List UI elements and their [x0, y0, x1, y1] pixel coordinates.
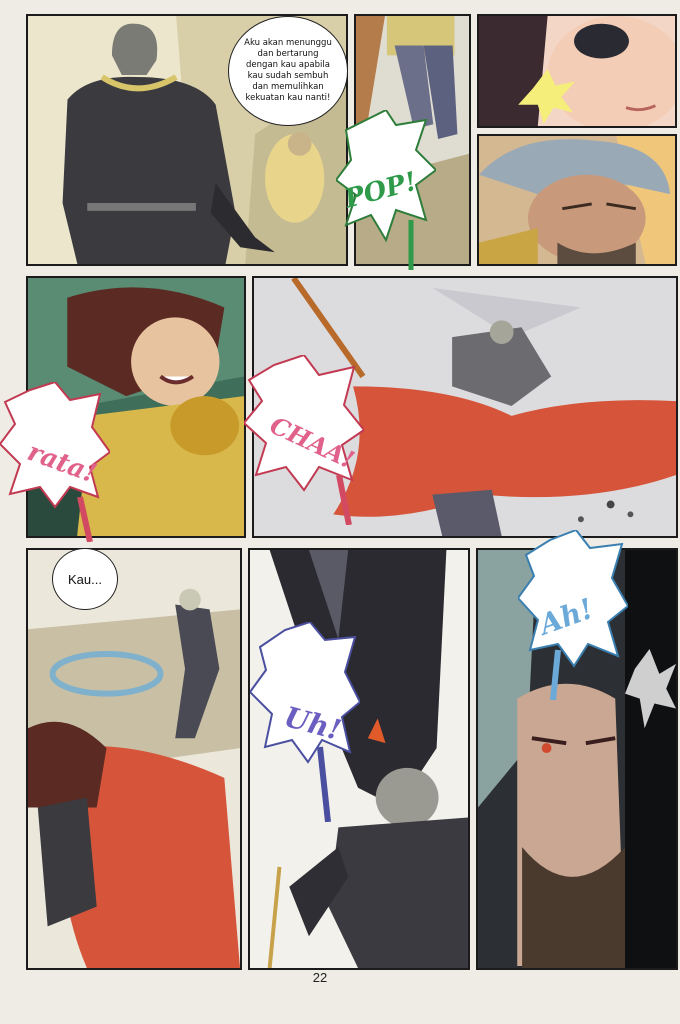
speech-bubble-panel1	[228, 16, 348, 126]
warrior-torso	[329, 817, 468, 968]
panel-3-art	[479, 16, 675, 126]
sfx-ah	[518, 530, 628, 700]
page-number: 22	[312, 970, 328, 985]
panel-4-art	[479, 136, 675, 264]
panel-3-eyepatch-face	[477, 14, 677, 128]
sfx-pop	[336, 110, 436, 270]
sfx-ratak	[0, 382, 110, 542]
shouting-face	[131, 317, 219, 406]
armored-arm	[38, 798, 97, 927]
sfx-ratak-text: rata!	[23, 436, 101, 490]
panel-4-scowling-face	[477, 134, 677, 266]
spiky-head	[376, 768, 439, 827]
hair	[479, 16, 548, 126]
sfx-pop-text: POP!	[341, 166, 421, 215]
warrior-back-figure	[63, 77, 236, 264]
warrior-hair	[112, 24, 157, 75]
sfx-chaa-text: CHAA!	[265, 409, 360, 474]
eyepatch	[574, 24, 629, 59]
speech-bubble-panel7	[52, 548, 118, 610]
sfx-uh	[250, 622, 360, 822]
panel-7-caped-warrior-ground	[26, 548, 242, 970]
speech-text-panel7: Kau...	[68, 571, 102, 587]
speech-text-panel1: Aku akan menunggu dan bertarung dengan kau apabila kau sudah sembuh dan memulihkan kekuatan kau nanti!	[244, 38, 332, 103]
sfx-uh-text: Uh!	[280, 699, 345, 747]
sfx-chaa	[244, 355, 364, 525]
sfx-ah-text: Ah!	[534, 591, 598, 642]
panel-7-art	[28, 550, 240, 968]
